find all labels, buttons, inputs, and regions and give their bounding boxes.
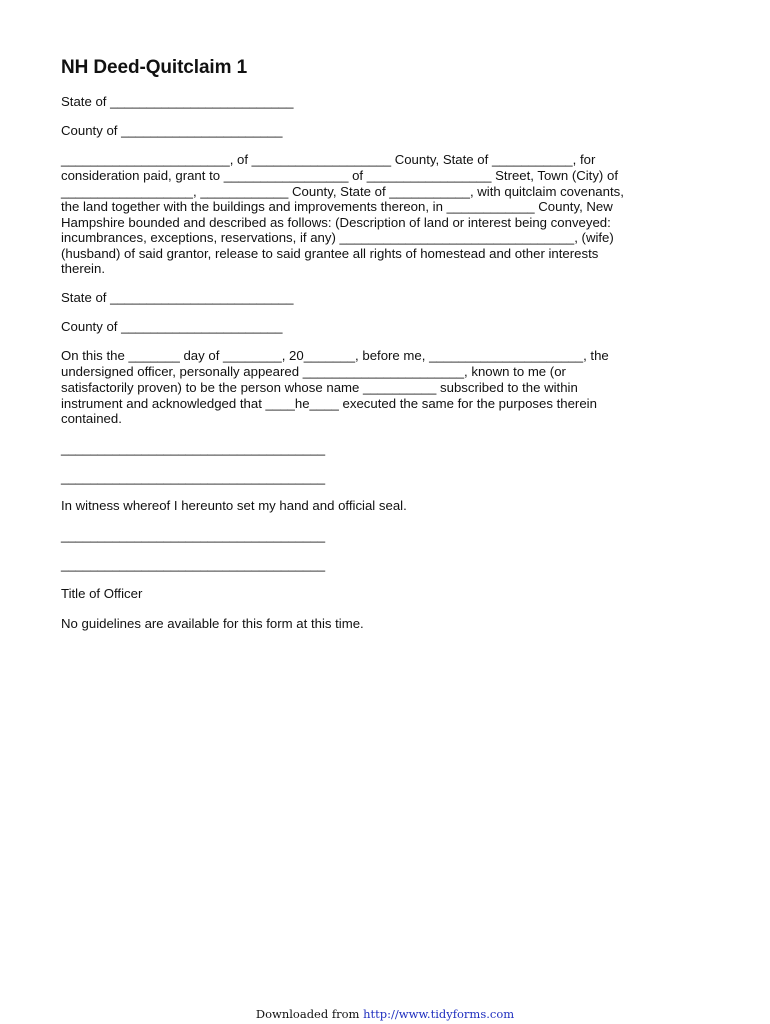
signature-line-4: ____________________________________ xyxy=(61,557,326,572)
grant-paragraph-line: Hampshire bounded and described as follows: (Description of land or interest being conveyed: xyxy=(61,215,611,230)
grant-paragraph-line: (husband) of said grantor, release to said grantee all rights of homestead and other interests xyxy=(61,246,599,261)
download-footer xyxy=(0,1007,770,1021)
witness-statement: In witness whereof I hereunto set my hand and official seal. xyxy=(61,498,407,513)
county-of-field-2: County of ______________________ xyxy=(61,319,283,334)
signature-line-2: ____________________________________ xyxy=(61,470,326,485)
document-title: NH Deed-Quitclaim 1 xyxy=(61,57,248,78)
acknowledgment-line: satisfactorily proven) to be the person whose name __________ subscribed to the within xyxy=(61,380,578,395)
title-of-officer-label: Title of Officer xyxy=(61,586,143,601)
grant-paragraph-line: consideration paid, grant to _________________ of _________________ Street, Town (City) of xyxy=(61,168,618,183)
signature-line-3: ____________________________________ xyxy=(61,528,326,543)
grant-paragraph-line: __________________, ____________ County, State of ___________, with quitclaim covenants, xyxy=(61,184,624,199)
state-of-field-2: State of _________________________ xyxy=(61,290,294,305)
acknowledgment-line: On this the _______ day of ________, 20_______, before me, _____________________, the xyxy=(61,348,609,363)
acknowledgment-line: contained. xyxy=(61,411,122,426)
acknowledgment-line: instrument and acknowledged that ____he____ executed the same for the purposes therein xyxy=(61,396,597,411)
footer-prefix: Downloaded from xyxy=(255,1007,364,1021)
footer-link[interactable]: http://www.tidyforms.com xyxy=(363,1007,515,1021)
grant-paragraph-line: the land together with the buildings and improvements thereon, in ____________ County, New xyxy=(61,199,613,214)
guidelines-note: No guidelines are available for this form at this time. xyxy=(61,616,364,631)
grant-paragraph-line: _______________________, of ___________________ County, State of ___________, for xyxy=(61,152,596,167)
county-of-field-1: County of ______________________ xyxy=(61,123,283,138)
grant-paragraph-line: incumbrances, exceptions, reservations, if any) ________________________________, (wife) xyxy=(61,230,614,245)
acknowledgment-line: undersigned officer, personally appeared ______________________, known to me (or xyxy=(61,364,566,379)
grant-paragraph-line: therein. xyxy=(61,261,105,276)
state-of-field-1: State of _________________________ xyxy=(61,94,294,109)
signature-line-1: ____________________________________ xyxy=(61,441,326,456)
